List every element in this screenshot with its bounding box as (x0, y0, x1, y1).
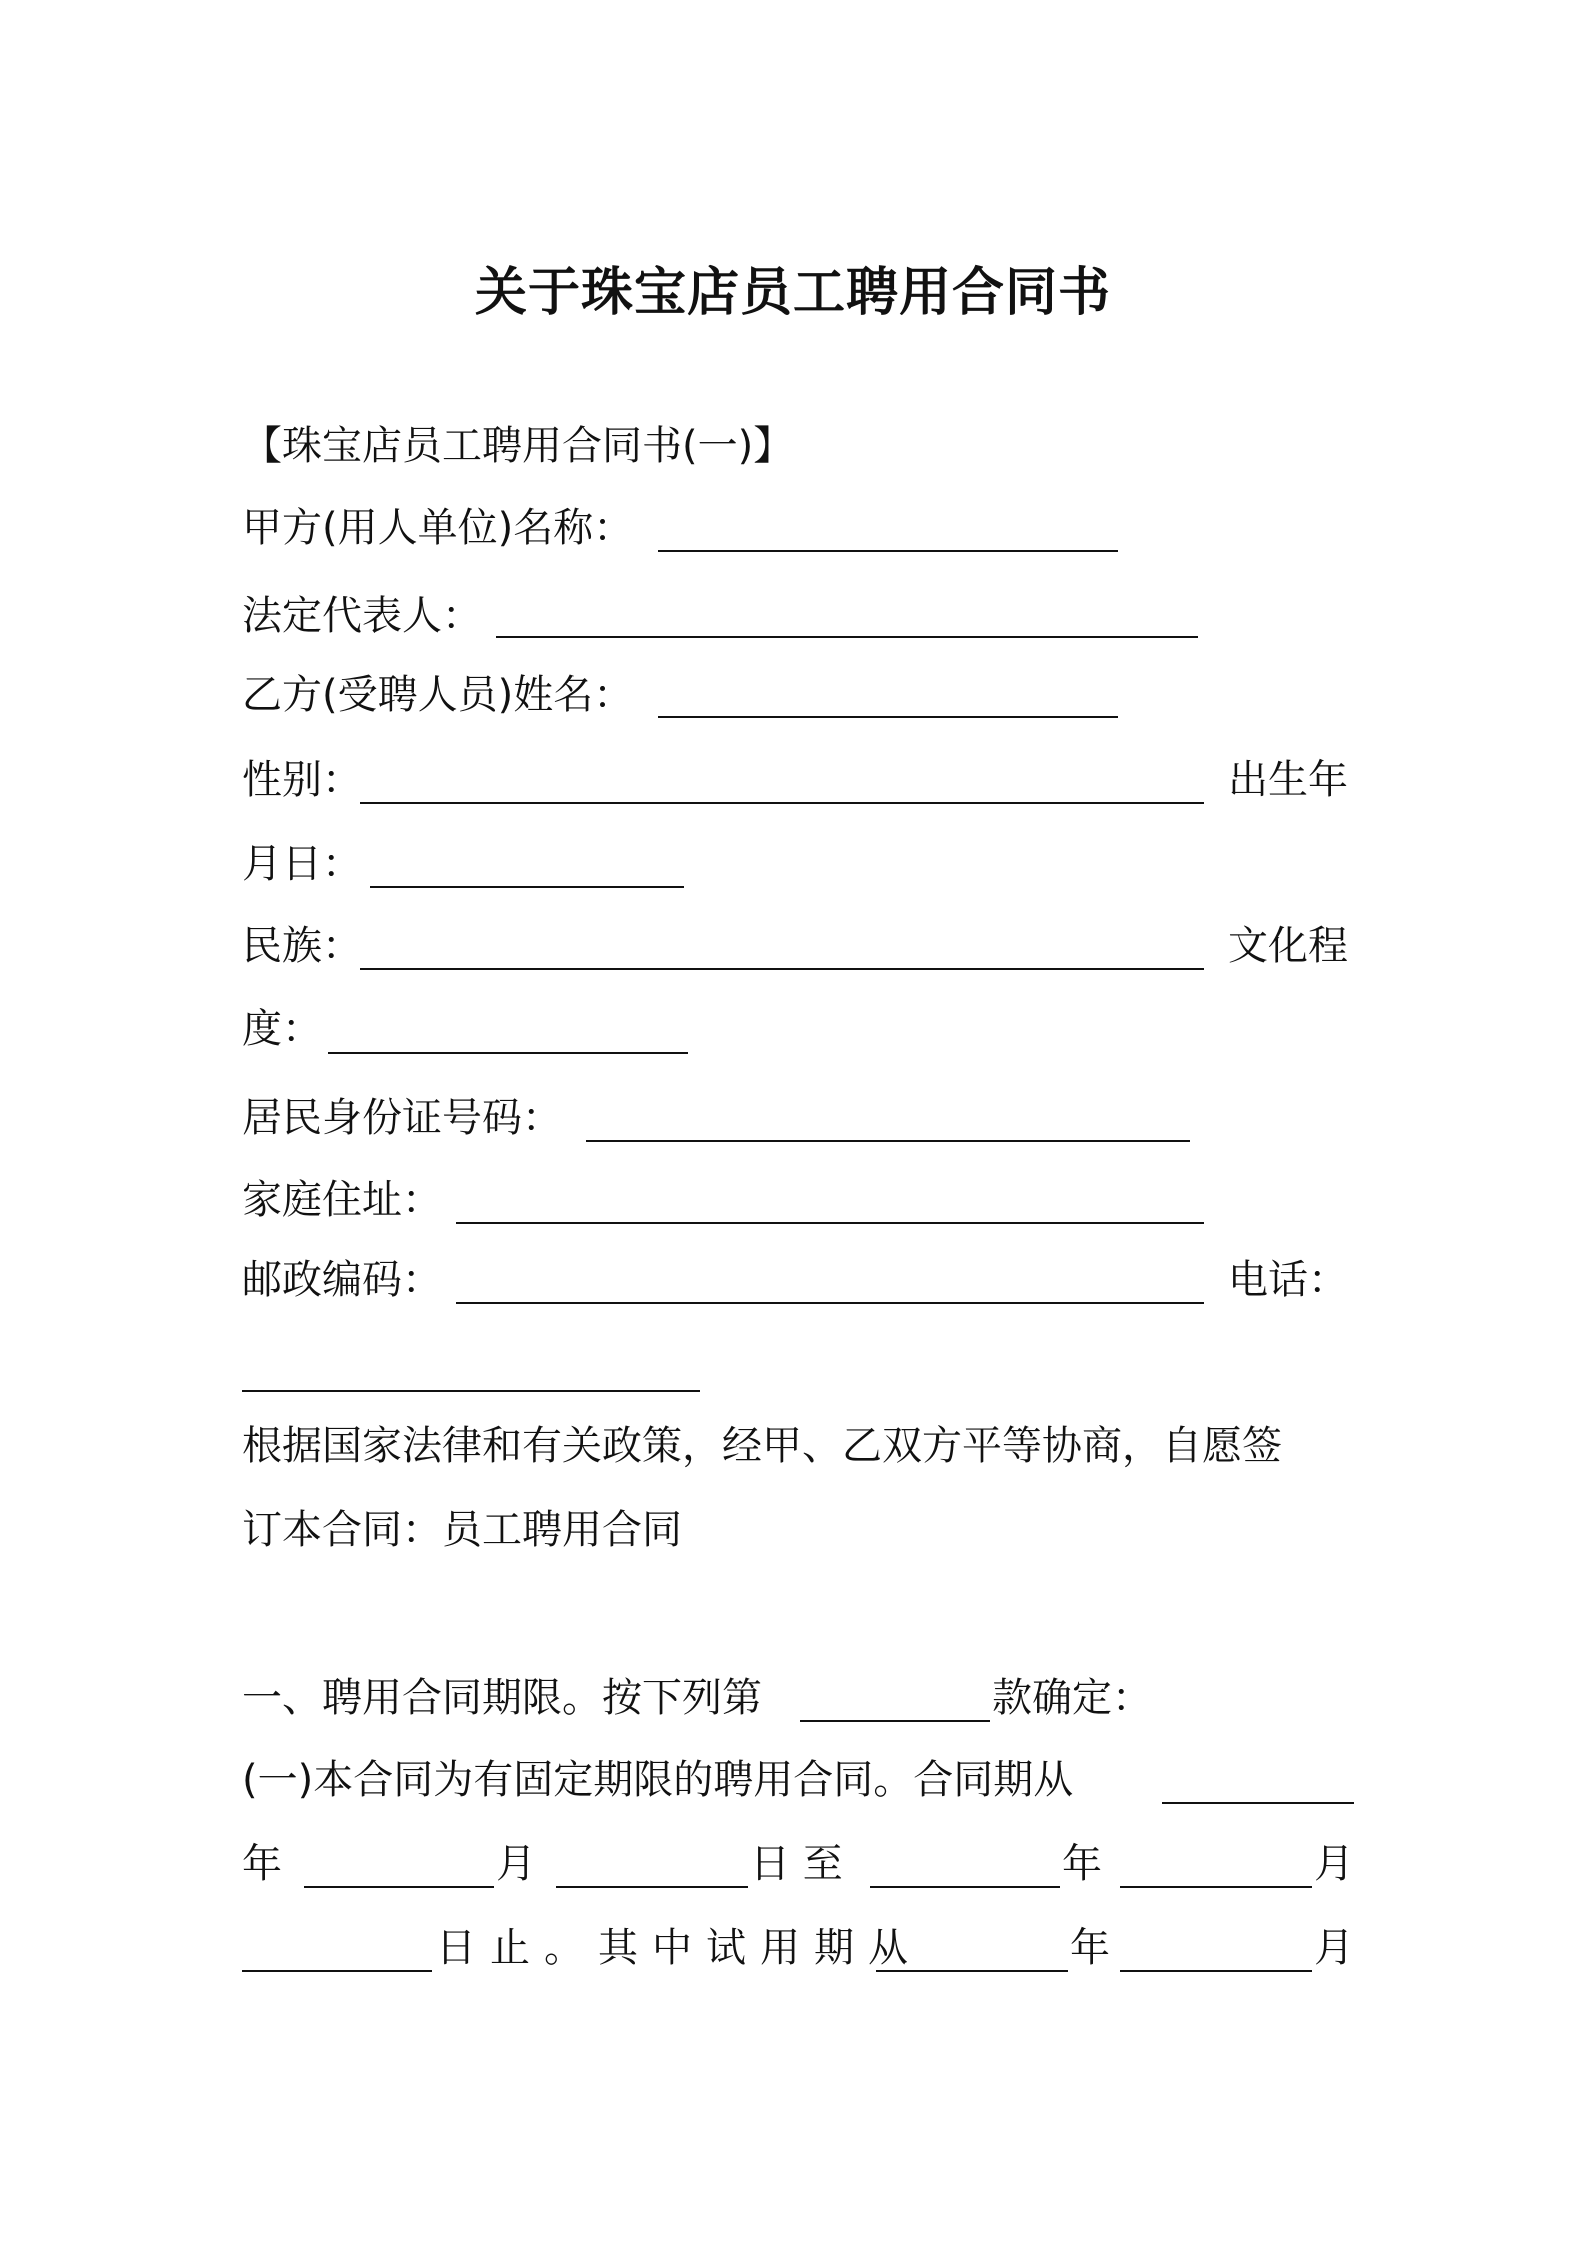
month-label-3: 月 (1314, 1925, 1354, 1971)
clause1-item1-line1: (一)本合同为有固定期限的聘用合同。合同期从 (242, 1757, 1074, 1803)
phone-field[interactable] (242, 1388, 700, 1392)
education-label-part2: 度： (242, 1006, 322, 1052)
year-label-3: 年 (1070, 1925, 1110, 1971)
document-title: 关于珠宝店员工聘用合同书 (474, 263, 1111, 323)
postcode-label: 邮政编码： (242, 1257, 442, 1303)
clause1-heading-prefix: 一、聘用合同期限。按下列第 (242, 1675, 762, 1721)
address-field[interactable] (456, 1220, 1204, 1224)
party-b-label: 乙方(受聘人员)姓名： (242, 672, 634, 718)
phone-label: 电话： (1228, 1257, 1348, 1303)
birth-label-part2: 月日： (242, 841, 362, 887)
ethnicity-field[interactable] (360, 966, 1204, 970)
contract-end-month-field[interactable] (1120, 1884, 1312, 1888)
party-a-field[interactable] (658, 548, 1118, 552)
contract-start-day-field[interactable] (556, 1884, 748, 1888)
intro-line-2: 订本合同：员工聘用合同 (242, 1507, 682, 1553)
probation-start-month-field[interactable] (1120, 1968, 1312, 1972)
clause1-item-field[interactable] (800, 1718, 990, 1722)
day-end-label: 日止。其中试用期从 (436, 1925, 922, 1971)
contract-start-year-field[interactable] (1162, 1800, 1354, 1804)
party-a-label: 甲方(用人单位)名称： (242, 505, 634, 551)
section-header: 【珠宝店员工聘用合同书(一)】 (242, 423, 794, 469)
postcode-field[interactable] (456, 1300, 1204, 1304)
education-field[interactable] (328, 1050, 688, 1054)
birth-field[interactable] (370, 884, 684, 888)
ethnicity-label: 民族： (242, 923, 362, 969)
contract-end-year-field[interactable] (870, 1884, 1060, 1888)
year-label-1: 年 (242, 1841, 282, 1887)
day-to-label: 日 至 (750, 1841, 843, 1887)
year-label-2: 年 (1062, 1841, 1102, 1887)
legal-rep-field[interactable] (496, 634, 1198, 638)
legal-rep-label: 法定代表人： (242, 593, 482, 639)
contract-end-day-field[interactable] (242, 1968, 432, 1972)
contract-start-month-field[interactable] (304, 1884, 494, 1888)
address-label: 家庭住址： (242, 1177, 442, 1223)
month-label-2: 月 (1314, 1841, 1354, 1887)
id-number-field[interactable] (586, 1138, 1190, 1142)
probation-start-year-field[interactable] (876, 1968, 1068, 1972)
gender-label: 性别： (242, 757, 362, 803)
intro-line-1: 根据国家法律和有关政策，经甲、乙双方平等协商，自愿签 (242, 1423, 1282, 1469)
clause1-heading-suffix: 款确定： (992, 1675, 1152, 1721)
education-label-part1: 文化程 (1228, 923, 1348, 969)
party-b-field[interactable] (658, 714, 1118, 718)
month-label-1: 月 (496, 1841, 536, 1887)
gender-field[interactable] (360, 800, 1204, 804)
id-number-label: 居民身份证号码： (242, 1095, 562, 1141)
birth-label-part1: 出生年 (1228, 757, 1348, 803)
